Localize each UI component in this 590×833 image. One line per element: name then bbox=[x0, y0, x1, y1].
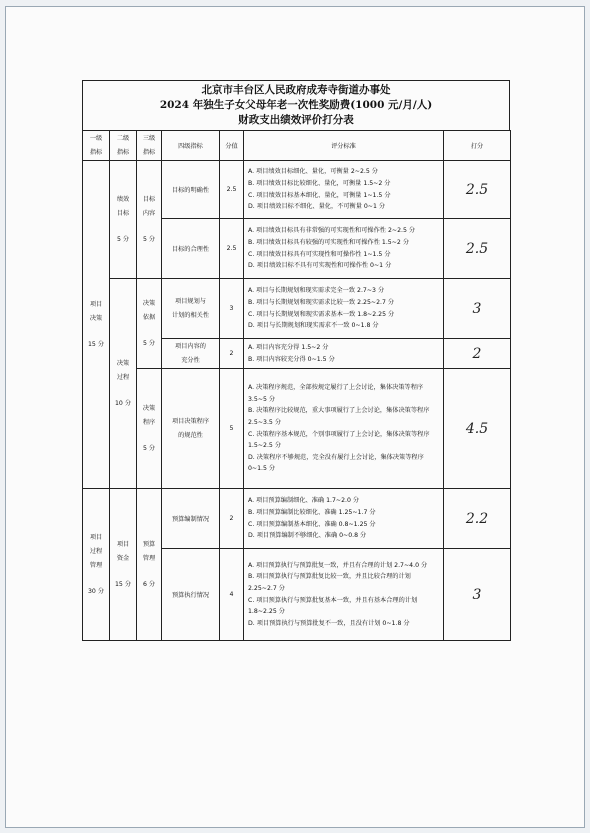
evaluation-table bbox=[82, 130, 511, 641]
level2-cell: 绩效 目标 5 分 bbox=[110, 161, 137, 279]
header-level2: 二级 指标 bbox=[110, 131, 137, 161]
score-cell: 2.5 bbox=[220, 219, 244, 279]
table-row bbox=[83, 161, 511, 219]
handwritten-mark: 2.2 bbox=[444, 489, 511, 549]
criteria-cell: A. 项目与长期规划和现实需求完全一致 2.7~3 分 B. 项目与长期规划和现实需求比较一致 2.25~2.7 分 C. 项目与长期规划和现实需求基本一致 1.8~2.25 分 D. 项目与长期规划和现实需求不一致 0~1.8 分 bbox=[244, 279, 444, 339]
criteria-cell: A. 项目预算执行与预算批复一致，并且有合理的计划 2.7~4.0 分 B. 项目预算执行与预算批复比较一致，并且比较合理的计划 2.25~2.7 分 C. 项目预算执行与预算批复基本一致，并且有基本合理的计划 1.8~2.25 分 D. 项目预算执行与预算批复不一致，且没有计划 0~1.8 分 bbox=[244, 549, 444, 641]
handwritten-mark: 3 bbox=[444, 279, 511, 339]
level4-cell: 项目规划与 计划的相关性 bbox=[162, 279, 220, 339]
table-row bbox=[83, 489, 511, 549]
level4-cell: 预算执行情况 bbox=[162, 549, 220, 641]
level1-cell: 项目 过程 管理 30 分 bbox=[83, 489, 110, 641]
criteria-cell: A. 项目绩效目标细化、量化，可衡量 2~2.5 分 B. 项目绩效目标比较细化、量化，可衡量 1.5~2 分 C. 项目绩效目标基本细化、量化，可衡量 1~1.5 分 D. 项目绩效目标不细化、量化，不可衡量 0~1 分 bbox=[244, 161, 444, 219]
criteria-cell: A. 项目预算编制细化、准确 1.7~2.0 分 B. 项目预算编制比较细化、准确 1.25~1.7 分 C. 项目预算编制基本细化、准确 0.8~1.25 分 D. 项目预算编制不够细化、准确 0~0.8 分 bbox=[244, 489, 444, 549]
score-cell: 3 bbox=[220, 279, 244, 339]
level3-cell: 目标 内容 5 分 bbox=[137, 161, 162, 279]
header-row bbox=[83, 131, 511, 161]
title-line-2: 2024 年独生子女父母年老一次性奖励费(1000 元/月/人) bbox=[159, 99, 433, 111]
criteria-cell: A. 项目绩效目标具有非常强的可实现性和可操作性 2~2.5 分 B. 项目绩效目标具有较强的可实现性和可操作性 1.5~2 分 C. 项目绩效目标具有可实现性和可操作性 1~1.5 分 D. 项目绩效目标不具有可实现性和可操作性 0~1 分 bbox=[244, 219, 444, 279]
handwritten-mark: 3 bbox=[444, 549, 511, 641]
handwritten-mark: 2.5 bbox=[444, 219, 511, 279]
table-row bbox=[83, 279, 511, 339]
header-criteria: 评分标准 bbox=[244, 131, 444, 161]
level4-cell: 项目内容的 充分性 bbox=[162, 339, 220, 369]
level3-cell: 决策 程序 5 分 bbox=[137, 369, 162, 489]
level4-cell: 目标的合理性 bbox=[162, 219, 220, 279]
criteria-cell: A. 决策程序规范，全部按规定履行了上会讨论，集体决策等程序 3.5~5 分 B. 决策程序比较规范，重大事项履行了上会讨论，集体决策等程序 2.5~3.5 分 C. 决策程序基本规范，个别事项履行了上会讨论，集体决策等程序 1.5~2.5 分 D. 决策程序不够规范，完全没有履行上会讨论，集体决策等程序 0~1.5 分 bbox=[244, 369, 444, 489]
header-level1: 一级 指标 bbox=[83, 131, 110, 161]
table-row bbox=[83, 369, 511, 489]
level4-cell: 目标的明确性 bbox=[162, 161, 220, 219]
title-line-3: 财政支出绩效评价打分表 bbox=[238, 114, 354, 126]
header-level4: 四级指标 bbox=[162, 131, 220, 161]
document-title bbox=[82, 80, 510, 130]
level2-cell: 决策 过程 10 分 bbox=[110, 279, 137, 489]
header-level3: 三级 指标 bbox=[137, 131, 162, 161]
header-score: 分值 bbox=[220, 131, 244, 161]
level4-cell: 预算编制情况 bbox=[162, 489, 220, 549]
score-cell: 2 bbox=[220, 339, 244, 369]
level2-cell: 项目 资金 15 分 bbox=[110, 489, 137, 641]
level1-cell: 项目 决策 15 分 bbox=[83, 161, 110, 489]
score-cell: 2 bbox=[220, 489, 244, 549]
score-cell: 4 bbox=[220, 549, 244, 641]
handwritten-mark: 2.5 bbox=[444, 161, 511, 219]
handwritten-mark: 2 bbox=[444, 339, 511, 369]
level4-cell: 项目决策程序 的规范性 bbox=[162, 369, 220, 489]
level3-cell: 预算 管理 6 分 bbox=[137, 489, 162, 641]
criteria-cell: A. 项目内容充分得 1.5~2 分 B. 项目内容较充分得 0~1.5 分 bbox=[244, 339, 444, 369]
score-cell: 5 bbox=[220, 369, 244, 489]
header-mark: 打分 bbox=[444, 131, 511, 161]
title-line-1: 北京市丰台区人民政府成寿寺街道办事处 bbox=[201, 84, 391, 96]
handwritten-mark: 4.5 bbox=[444, 369, 511, 489]
level3-cell: 决策 依据 5 分 bbox=[137, 279, 162, 369]
score-cell: 2.5 bbox=[220, 161, 244, 219]
